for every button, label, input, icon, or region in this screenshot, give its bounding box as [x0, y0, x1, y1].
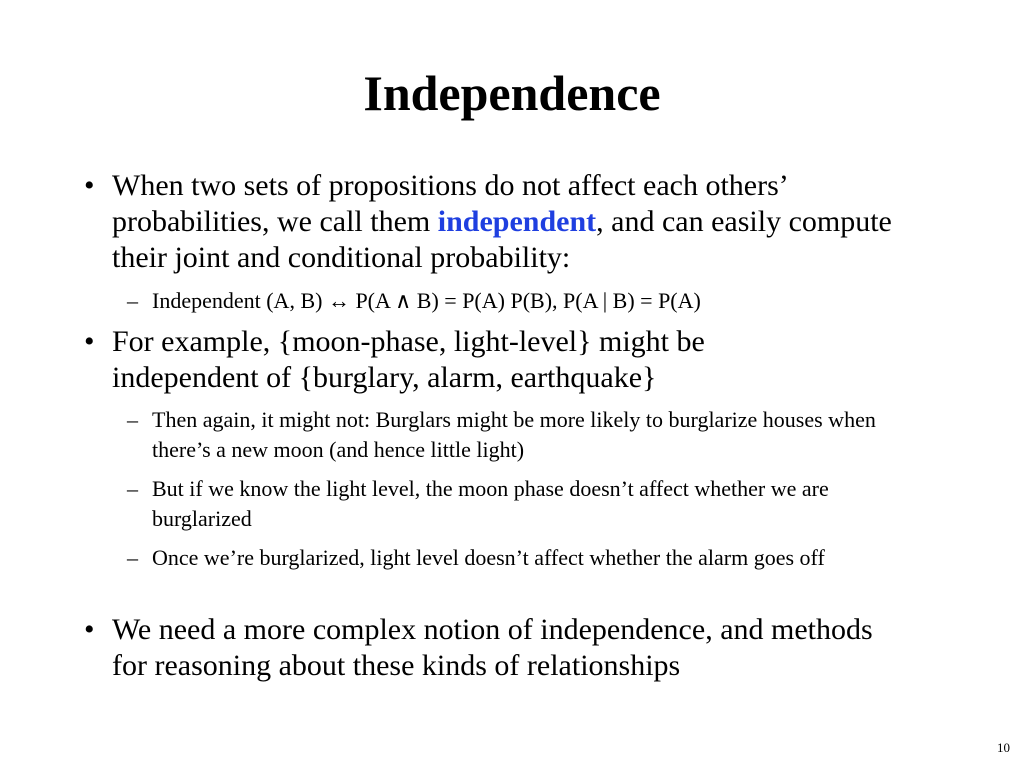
sub-bullet-text: Once we’re burglarized, light level doesn’t affect whether the alarm goes off [152, 545, 825, 570]
bullet-text [112, 168, 904, 276]
sub-bullet-text: Independent (A, B) ↔ P(A ∧ B) = P(A) P(B), P(A | B) = P(A) [152, 288, 701, 313]
bullet-marker: • [84, 613, 95, 646]
sub-bullet-item [127, 543, 947, 573]
dash-marker: – [127, 288, 138, 313]
slide-title: Independence [363, 65, 661, 121]
bullet-marker: • [84, 325, 95, 358]
sub-bullet-item [127, 474, 887, 534]
bullet-text: We need a more complex notion of independence, and methods for reasoning about these kinds of relationships [112, 613, 873, 682]
bullet-item [84, 612, 904, 684]
page-number: 10 [997, 740, 1010, 755]
keyword-independent: independent [437, 205, 597, 238]
dash-marker: – [127, 476, 138, 501]
bullet-item [84, 324, 824, 396]
bullet-text-part: , and can easily compute their joint and conditional probability: [112, 205, 892, 274]
sub-bullet-text: Then again, it might not: Burglars might be more likely to burglarize houses when there’s a new moon (and hence little light) [152, 407, 876, 462]
bullet-text: For example, {moon-phase, light-level} might be independent of {burglary, alarm, earthquake} [112, 325, 705, 394]
bullet-marker: • [84, 169, 95, 202]
bullet-text-part: When two sets of propositions do not affect each others’ probabilities, we call them [112, 169, 787, 238]
sub-bullet-item [127, 286, 947, 316]
sub-bullet-text: But if we know the light level, the moon phase doesn’t affect whether we are burglarized [152, 476, 829, 531]
dash-marker: – [127, 545, 138, 570]
sub-bullet-item [127, 405, 927, 465]
dash-marker: – [127, 407, 138, 432]
bullet-item [84, 168, 904, 276]
